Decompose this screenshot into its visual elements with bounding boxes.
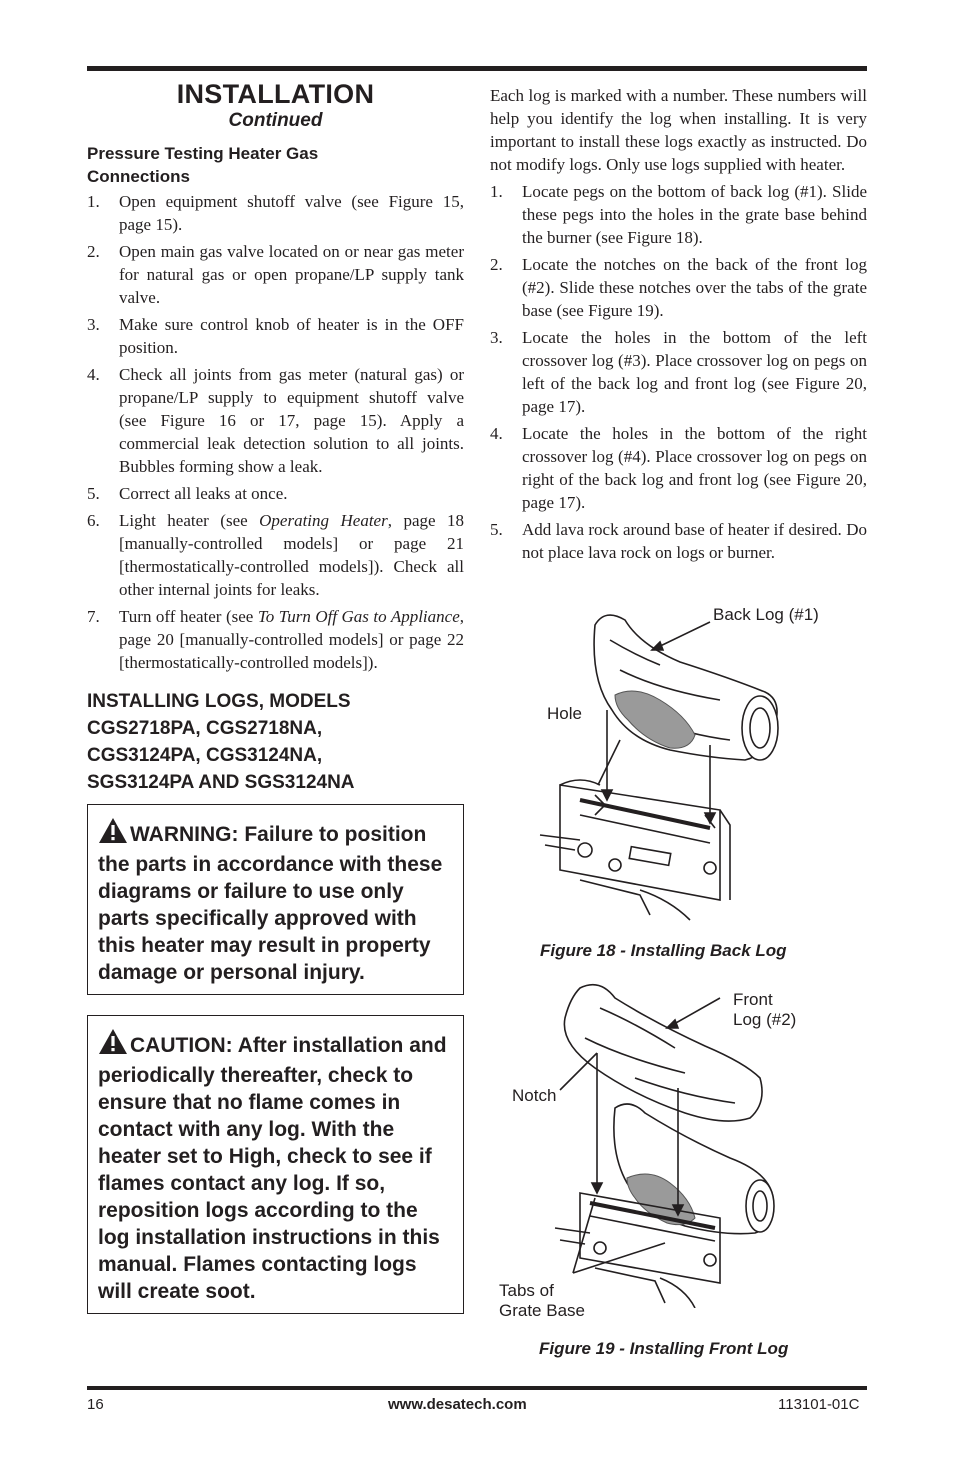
step-number: 3. (490, 328, 503, 347)
label-notch: Notch (512, 1086, 557, 1105)
left-column (87, 78, 464, 1334)
label-front-log-line2: Log (#2) (733, 1010, 797, 1029)
bottom-rule (87, 1386, 867, 1390)
step-number: 5. (87, 484, 100, 503)
log-installation-steps (490, 180, 867, 564)
caution-triangle-icon (98, 1028, 128, 1062)
caution-text: CAUTION: After installation and periodically thereafter, check to ensure that no flame comes in contact with any log. With the heater set to High, check to see if flames contact any log. If so, reposition logs according to the log installation instructions in this manual. Flames contacting logs will create soot. (98, 1034, 447, 1303)
heading-line: CGS3124PA, CGS3124NA, (87, 745, 323, 766)
step-number: 4. (87, 365, 100, 384)
step-text: Open equipment shutoff valve (see Figure 15, page 15). (119, 192, 464, 234)
right-column (490, 84, 867, 568)
figure19-caption: Figure 19 - Installing Front Log (539, 1339, 789, 1358)
step-text: Open main gas valve located on or near gas meter for natural gas or open propane/LP supply tank valve. (119, 242, 464, 307)
step-number: 5. (490, 520, 503, 539)
label-front-log (733, 990, 796, 1030)
page-number: 16 (87, 1396, 104, 1413)
warning-box (87, 804, 464, 995)
step-text: Make sure control knob of heater is in the OFF position. (119, 315, 464, 357)
label-hole: Hole (547, 704, 582, 723)
list-item (87, 605, 464, 674)
pressure-testing-steps (87, 190, 464, 674)
caution-box (87, 1015, 464, 1314)
step-number: 2. (490, 255, 503, 274)
step-number: 4. (490, 424, 503, 443)
step-number: 2. (87, 242, 100, 261)
list-item (87, 363, 464, 478)
figure18-caption: Figure 18 - Installing Back Log (540, 941, 787, 960)
list-item (87, 313, 464, 359)
step-text: Locate pegs on the bottom of back log (#1). Slide these pegs into the holes in the grate base behind the burner (see Figure 18). (522, 182, 867, 247)
label-back-log: Back Log (#1) (713, 605, 819, 624)
list-item (87, 190, 464, 236)
pressure-testing-heading (87, 142, 464, 188)
step-text-pre: Turn off heater (see (119, 607, 258, 626)
step-text: Locate the holes in the bottom of the right crossover log (#4). Place crossover log on pegs on right of the back log and front log (see Figure 20, page 17). (522, 424, 867, 512)
step-number: 1. (87, 192, 100, 211)
installing-logs-heading (87, 688, 464, 796)
list-item (490, 253, 867, 322)
heading-line: INSTALLING LOGS, MODELS (87, 691, 351, 712)
step-number: 6. (87, 511, 100, 530)
list-item (490, 326, 867, 418)
figure18-illustration (520, 600, 820, 930)
list-item (87, 509, 464, 601)
warning-triangle-icon (98, 817, 128, 851)
step-text: Locate the notches on the back of the front log (#2). Slide these notches over the tabs of the grate base (see Figure 19). (522, 255, 867, 320)
pressure-testing-heading-line2: Connections (87, 167, 190, 186)
step-number: 3. (87, 315, 100, 334)
step-text (119, 509, 464, 601)
pressure-testing-heading-line1: Pressure Testing Heater Gas (87, 144, 319, 163)
doc-number: 113101-01C (778, 1396, 860, 1413)
website-link[interactable]: www.desatech.com (388, 1396, 527, 1413)
step-text-italic: Operating Heater (259, 511, 388, 530)
step-text: Locate the holes in the bottom of the left crossover log (#3). Place crossover log on pegs on left of the back log and front log (see Figure 20, page 17). (522, 328, 867, 416)
label-front-log-line1: Front (733, 990, 773, 1009)
list-item (87, 240, 464, 309)
step-text-post: , page 20 [manually-controlled models] or page 22 [thermostatically-controlled models]). (119, 607, 464, 672)
warning-text: WARNING: Failure to position the parts in accordance with these diagrams or failure to use only parts specifically approved with this heater may result in property damage or personal injury. (98, 823, 443, 984)
section-title: INSTALLATION (176, 79, 375, 109)
list-item (490, 422, 867, 514)
heading-line: CGS2718PA, CGS2718NA, (87, 718, 323, 739)
list-item (490, 518, 867, 564)
label-tabs-line2: Grate Base (499, 1301, 585, 1320)
top-rule (87, 66, 867, 71)
section-subtitle: Continued (228, 110, 323, 131)
logs-intro: Each log is marked with a number. These numbers will help you identify the log when installing. It is very important to install these logs exactly as instructed. Do not modify logs. Only use logs supplied with heater. (490, 86, 867, 174)
label-tabs-line1: Tabs of (499, 1281, 554, 1300)
step-number: 1. (490, 182, 503, 201)
step-text: Check all joints from gas meter (natural gas) or propane/LP supply to equipment shutoff valve (see Figure 16 or 17, page 15). Apply a commercial leak detection solution to all joints. Bubbles forming show a leak. (119, 365, 464, 476)
step-text-post: , page 18 [manually-controlled models] or page 21 [thermostatically-controlled models]). Check all other internal joints for leaks. (119, 511, 465, 599)
step-text (119, 605, 464, 674)
step-text: Correct all leaks at once. (119, 484, 288, 503)
label-tabs-of-grate-base (499, 1281, 585, 1321)
step-text: Add lava rock around base of heater if desired. Do not place lava rock on logs or burner. (522, 520, 867, 562)
grate-base-drawing (540, 780, 730, 920)
heading-line: SGS3124PA AND SGS3124NA (87, 772, 355, 793)
step-text-pre: Light heater (see (119, 511, 260, 530)
step-number: 7. (87, 607, 100, 626)
step-text-italic: To Turn Off Gas to Appliance (257, 607, 460, 626)
list-item (490, 180, 867, 249)
list-item (87, 482, 464, 505)
